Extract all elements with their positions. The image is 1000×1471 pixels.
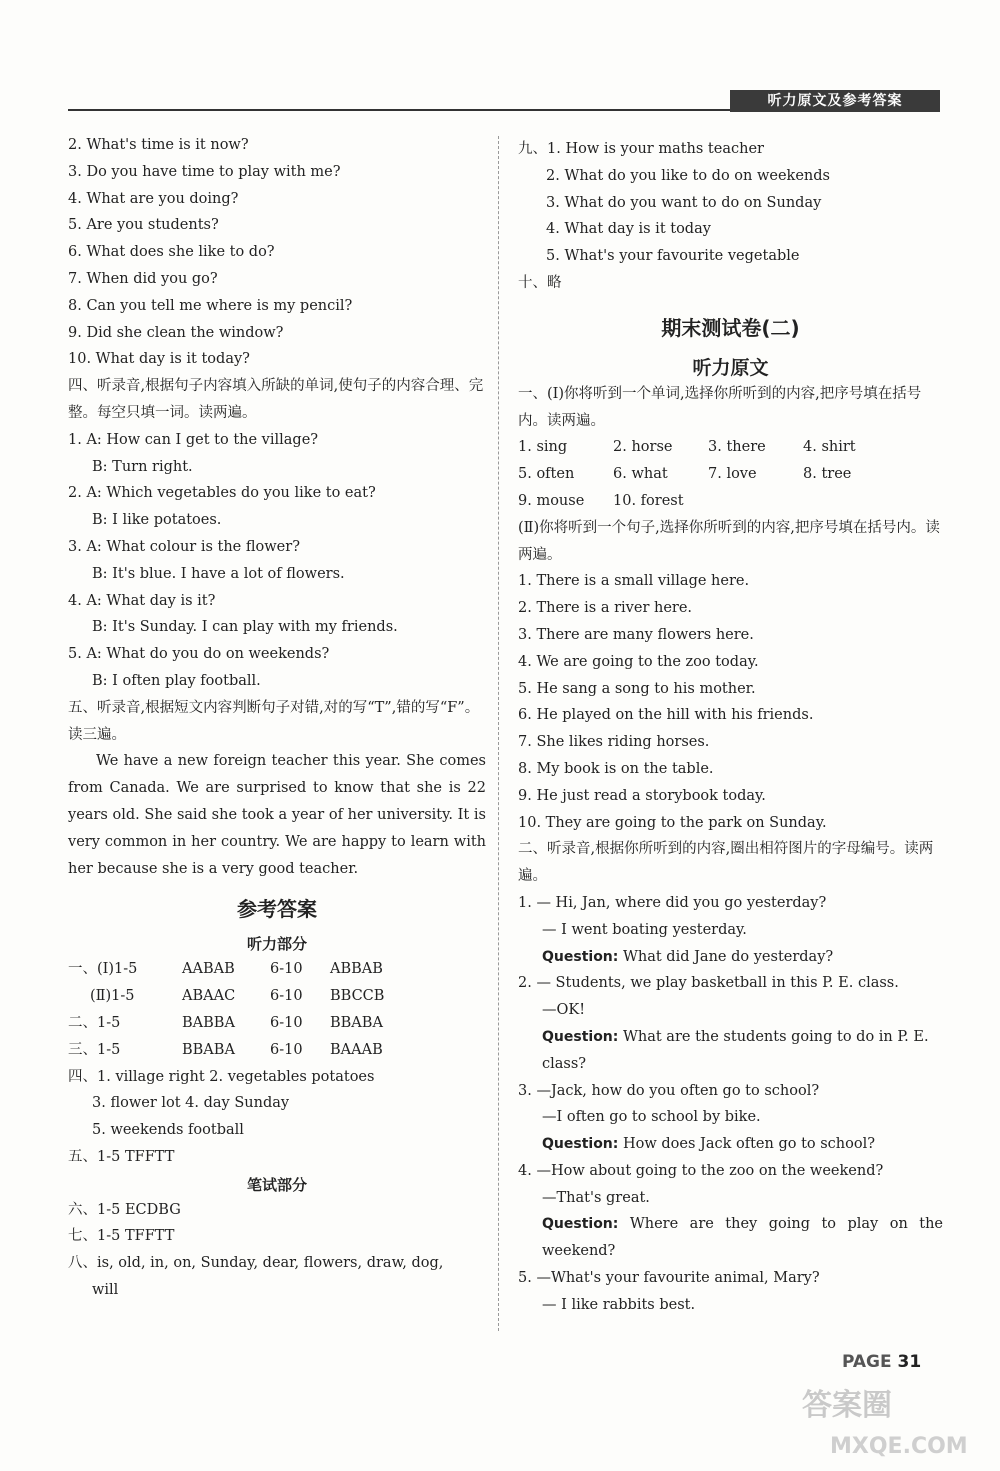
written-part-heading: 笔试部分 — [246, 1175, 307, 1194]
answer-line: 七、1-5 TFFTT — [68, 1228, 175, 1245]
dialogue-line-b: B: It's blue. I have a lot of flowers. — [92, 565, 345, 582]
word-item: 1. sing — [518, 439, 568, 456]
listening-part-heading: 听力部分 — [246, 935, 307, 954]
section-2-instruction: 二、听录音,根据你所听到的内容,圈出相符图片的字母编号。读两遍。 — [518, 841, 934, 885]
section-4-dialogues — [68, 427, 486, 695]
answer-row — [68, 983, 486, 1010]
listening-passage: We have a new foreign teacher this year. She comes from Canada. We are surprised to know that she is 22 years old. She said she took a year of her university. It is very common in her country. We are happy to learn with her because she is a very good teacher. — [68, 753, 486, 877]
sentence-item: 1. There is a small village here. — [518, 573, 750, 590]
answer-label: 6-10 — [270, 1014, 303, 1031]
question-label: Question: — [542, 1028, 619, 1045]
page-number-value: 31 — [897, 1352, 922, 1372]
listening-script-title: 听力原文 — [692, 356, 769, 379]
word-item: 7. love — [708, 466, 757, 483]
answer-label: (Ⅱ)1-5 — [90, 988, 135, 1005]
dialogue-line: 2. — Students, we play basketball in this P. E. class. — [518, 975, 899, 992]
page-number — [842, 1352, 921, 1372]
dialogue-line-a: 1. A: How can I get to the village? — [68, 431, 319, 448]
dialogue-line: 4. —How about going to the zoo on the weekend? — [518, 1162, 884, 1179]
column-divider — [498, 136, 499, 1331]
answers-title: 参考答案 — [237, 897, 317, 922]
word-item: 6. what — [613, 466, 668, 483]
word-item: 5. often — [518, 466, 575, 483]
part-1-instruction: 一、(Ⅰ)你将听到一个单词,选择你所听到的内容,把序号填在括号内。读两遍。 — [518, 385, 922, 429]
written-answers — [68, 1197, 486, 1304]
section-5-instruction: 五、听录音,根据短文内容判断句子对错,对的写“T”,错的写“F”。读三遍。 — [68, 699, 480, 743]
answer-row — [68, 1010, 486, 1037]
answer-line: 5. What's your favourite vegetable — [546, 248, 800, 265]
question-text: What did Jane do yesterday? — [622, 948, 834, 965]
answer-value: BBABA — [182, 1041, 235, 1058]
dialogue-line: 1. — Hi, Jan, where did you go yesterday? — [518, 894, 827, 911]
section-4-instruction: 四、听录音,根据句子内容填入所缺的单词,使句子的内容合理、完整。每空只填一词。读两遍。 — [68, 378, 484, 421]
dialogue-question — [518, 944, 943, 971]
right-column — [518, 136, 943, 1319]
section-10-answer: 十、略 — [518, 274, 562, 291]
word-item: 8. tree — [803, 466, 852, 483]
dialogue-line-a: 4. A: What day is it? — [68, 592, 216, 609]
header-section-tab: 听力原文及参考答案 — [730, 90, 940, 112]
word-item: 3. there — [708, 439, 766, 456]
sentence-item: 5. He sang a song to his mother. — [518, 680, 756, 697]
sentence-item: 2. There is a river here. — [518, 600, 693, 617]
dialogue-question — [518, 1131, 943, 1158]
question-item: 5. Are you students? — [68, 217, 219, 234]
answer-label: 6-10 — [270, 988, 303, 1005]
section-4-answers — [68, 1064, 486, 1144]
word-item: 10. forest — [613, 492, 684, 509]
answer-line: 八、is, old, in, on, Sunday, dear, flowers, draw, dog, — [68, 1255, 444, 1272]
answer-line: 四、1. village right 2. vegetables potatoes — [68, 1068, 375, 1085]
answer-value: BABBA — [182, 1014, 235, 1031]
question-item: 10. What day is it today? — [68, 351, 250, 368]
answer-value: AABAB — [182, 961, 235, 978]
word-item: 2. horse — [613, 439, 673, 456]
answer-label: 三、1-5 — [68, 1041, 121, 1058]
question-text: Where are they going to play on the weekend? — [542, 1216, 944, 1260]
answer-value: ABBAB — [330, 961, 383, 978]
sentence-item: 4. We are going to the zoo today. — [518, 653, 759, 670]
site-watermark-logo — [800, 1375, 980, 1465]
word-item: 4. shirt — [803, 439, 856, 456]
section-5-answer: 五、1-5 TFFTT — [68, 1148, 175, 1165]
dialogue-line-b: B: Turn right. — [92, 458, 193, 475]
question-text: What are the students going to do in P. E. class? — [542, 1028, 929, 1072]
question-item: 2. What's time is it now? — [68, 137, 249, 153]
dialogue-line-b: B: It's Sunday. I can play with my friends. — [92, 619, 398, 636]
answer-row — [68, 1037, 486, 1064]
dialogue-line: 3. —Jack, how do you often go to school? — [518, 1082, 820, 1099]
dialogue-question — [518, 1211, 943, 1265]
answer-label: 6-10 — [270, 961, 303, 978]
exam-title: 期末测试卷(二) — [661, 315, 800, 340]
dialogue-question — [518, 1024, 943, 1078]
sentence-item: 8. My book is on the table. — [518, 760, 714, 777]
question-item: 8. Can you tell me where is my pencil? — [68, 297, 353, 314]
question-item: 7. When did you go? — [68, 270, 218, 287]
answer-label: 二、1-5 — [68, 1014, 121, 1031]
dialogue-line-b: B: I often play football. — [92, 672, 261, 689]
dialogue-line: — I went boating yesterday. — [542, 921, 747, 938]
section-9-answers — [518, 136, 943, 270]
answer-line: will — [92, 1282, 119, 1299]
watermark-text: 答案圈 — [802, 1388, 892, 1423]
answer-value: BAAAB — [330, 1041, 383, 1058]
answer-row — [68, 956, 486, 983]
dialogue-line: —OK! — [542, 1002, 586, 1019]
sentence-item: 10. They are going to the park on Sunday. — [518, 814, 827, 831]
question-item: 6. What does she like to do? — [68, 244, 275, 261]
question-item: 4. What are you doing? — [68, 190, 239, 207]
question-label: Question: — [542, 1136, 619, 1153]
listening-answers — [68, 956, 486, 1063]
answer-line: 九、1. How is your maths teacher — [518, 141, 764, 157]
question-label: Question: — [542, 1216, 619, 1233]
answer-line: 4. What day is it today — [546, 221, 711, 238]
answer-line: 2. What do you like to do on weekends — [546, 167, 830, 184]
answer-label: 一、(Ⅰ)1-5 — [68, 961, 138, 978]
left-column — [68, 132, 486, 1304]
dialogue-line-a: 5. A: What do you do on weekends? — [68, 646, 330, 663]
sentence-item: 3. There are many flowers here. — [518, 626, 754, 643]
dialogue-line-b: B: I like potatoes. — [92, 512, 222, 529]
dialogue-line-a: 2. A: Which vegetables do you like to eat? — [68, 485, 376, 502]
watermark-url: MXQE.COM — [830, 1434, 968, 1459]
question-item: 3. Do you have time to play with me? — [68, 163, 341, 180]
question-list — [68, 132, 486, 373]
page-label: PAGE — [842, 1352, 892, 1372]
dialogue-list — [518, 890, 943, 1319]
sentence-item: 7. She likes riding horses. — [518, 734, 710, 751]
answer-value: ABAAC — [182, 988, 236, 1005]
answer-value: BBABA — [330, 1014, 383, 1031]
question-label: Question: — [542, 948, 619, 965]
dialogue-line: —That's great. — [542, 1189, 650, 1206]
sentence-list — [518, 568, 943, 836]
answer-line: 3. What do you want to do on Sunday — [546, 194, 822, 211]
answer-value: BBCCB — [330, 988, 385, 1005]
dialogue-line: —I often go to school by bike. — [542, 1109, 761, 1126]
word-list — [518, 434, 943, 514]
answer-label: 6-10 — [270, 1041, 303, 1058]
dialogue-line-a: 3. A: What colour is the flower? — [68, 538, 300, 555]
sentence-item: 6. He played on the hill with his friends. — [518, 707, 814, 724]
question-item: 9. Did she clean the window? — [68, 324, 284, 341]
word-row — [518, 434, 943, 461]
word-item: 9. mouse — [518, 492, 585, 509]
part-2-instruction: (Ⅱ)你将听到一个句子,选择你所听到的内容,把序号填在括号内。读两遍。 — [518, 519, 940, 563]
answer-line: 六、1-5 ECDBG — [68, 1201, 181, 1218]
question-text: How does Jack often go to school? — [622, 1136, 876, 1153]
sentence-item: 9. He just read a storybook today. — [518, 787, 766, 804]
word-row — [518, 461, 943, 488]
dialogue-line: 5. —What's your favourite animal, Mary? — [518, 1270, 820, 1287]
answer-line: 5. weekends football — [92, 1122, 244, 1139]
dialogue-line: — I like rabbits best. — [542, 1296, 696, 1313]
word-row — [518, 488, 943, 515]
answer-line: 3. flower lot 4. day Sunday — [92, 1095, 290, 1112]
